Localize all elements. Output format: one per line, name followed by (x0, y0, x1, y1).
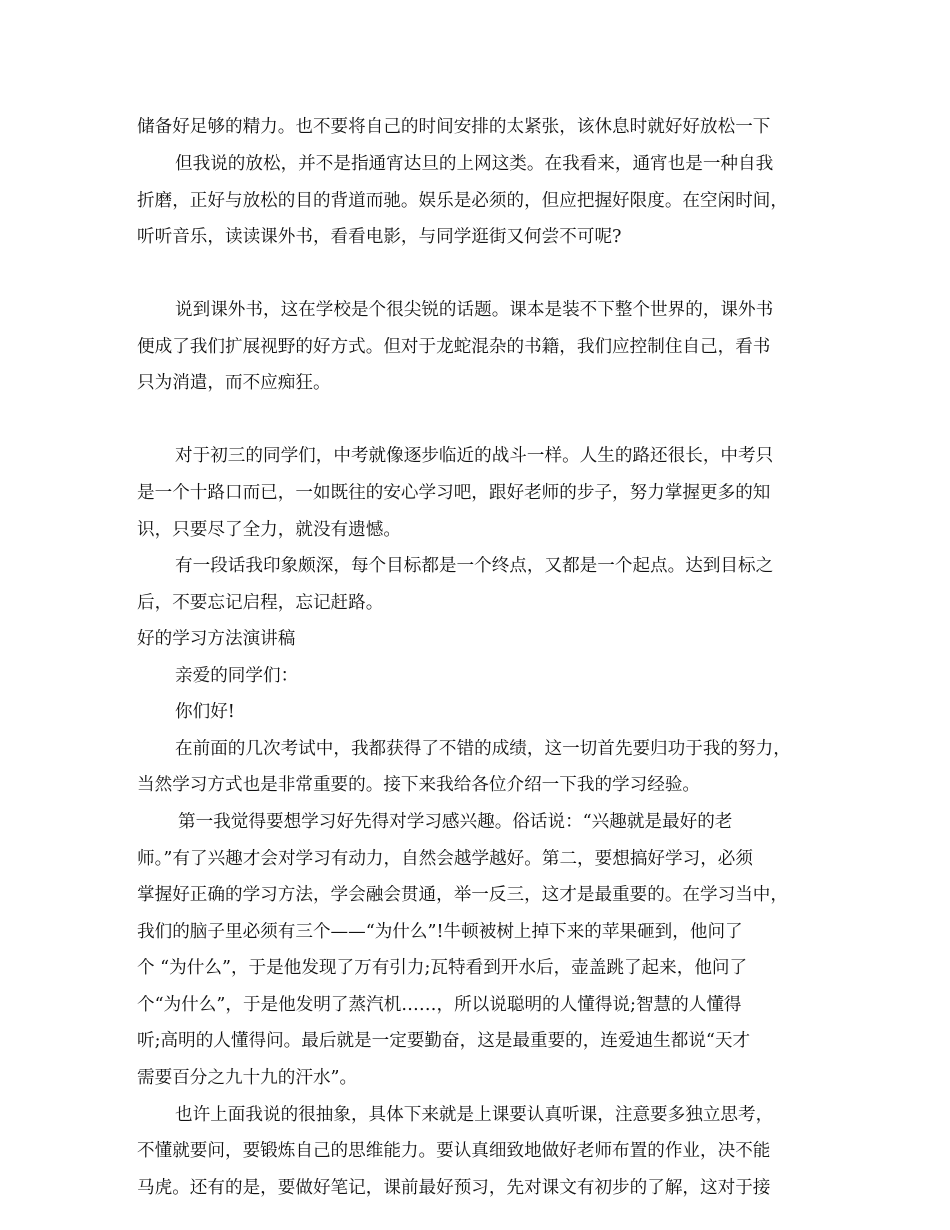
text-line: 有一段话我印象颇深，每个目标都是一个终点，又都是一个起点。达到目标之 (175, 556, 774, 576)
text-line: 便成了我们扩展视野的好方式。但对于龙蛇混杂的书籍，我们应控制住自己，看书 (137, 337, 771, 357)
text-line: 听;高明的人懂得问。最后就是一定要勤奋，这是最重要的，连爱迪生都说“天才 (137, 1031, 751, 1051)
text-line: 师。”有了兴趣才会对学习有动力，自然会越学越好。第二，要想搞好学习，必须 (137, 849, 753, 869)
text-line: 后，不要忘记启程，忘记赶路。 (137, 593, 384, 613)
text-line: 对于初三的同学们，中考就像逐步临近的战斗一样。人生的路还很长，中考只 (175, 446, 774, 466)
text-line: 只为消遣，而不应痴狂。 (137, 373, 331, 393)
text-line: 说到课外书，这在学校是个很尖锐的话题。课本是装不下整个世界的，课外书 (175, 300, 774, 320)
text-line: 不懂就要问，要锻炼自己的思维能力。要认真细致地做好老师布置的作业，决不能 (137, 1141, 771, 1161)
text-line: 储备好足够的精力。也不要将自己的时间安排的太紧张，该休息时就好好放松一下 (137, 117, 771, 137)
text-line: 但我说的放松，并不是指通宵达旦的上网这类。在我看来，通宵也是一种自我 (175, 154, 774, 174)
text-line: 需要百分之九十九的汗水”。 (137, 1068, 358, 1088)
greeting: 你们好! (175, 702, 235, 722)
salutation: 亲爱的同学们： (175, 666, 299, 686)
text-line: 掌握好正确的学习方法，学会融会贯通，举一反三，这才是最重要的。在学习当中， (137, 885, 788, 905)
text-line: 个“为什么”，于是他发明了蒸汽机……，所以说聪明的人懂得说;智慧的人懂得 (137, 995, 742, 1015)
text-line: 折磨，正好与放松的目的背道而驰。娱乐是必须的，但应把握好限度。在空闲时间， (137, 191, 788, 211)
text-line: 识，只要尽了全力，就没有遗憾。 (137, 520, 401, 540)
text-line: 个 “为什么”，于是他发现了万有引力;瓦特看到开水后，壶盖跳了起来，他问了 (137, 958, 748, 978)
text-line: 听听音乐，读读课外书，看看电影，与同学逛街又何尝不可呢? (137, 227, 622, 247)
text-line: 第一我觉得要想学习好先得对学习感兴趣。俗话说：“兴趣就是最好的老 (178, 812, 733, 832)
text-line: 当然学习方式也是非常重要的。接下来我给各位介绍一下我的学习经验。 (137, 775, 701, 795)
section-heading: 好的学习方法演讲稿 (137, 629, 296, 649)
text-line: 是一个十路口而已，一如既往的安心学习吧，跟好老师的步子，努力掌握更多的知 (137, 483, 771, 503)
text-line: 马虎。还有的是，要做好笔记，课前最好预习，先对课文有初步的了解，这对于接 (137, 1178, 771, 1198)
text-line: 我们的脑子里必须有三个——“为什么”!牛顿被树上掉下来的苹果砸到，他问了 (137, 922, 743, 942)
text-line: 也许上面我说的很抽象，具体下来就是上课要认真听课，注意要多独立思考， (175, 1105, 774, 1125)
text-line: 在前面的几次考试中，我都获得了不错的成绩，这一切首先要归功于我的努力， (175, 739, 791, 759)
